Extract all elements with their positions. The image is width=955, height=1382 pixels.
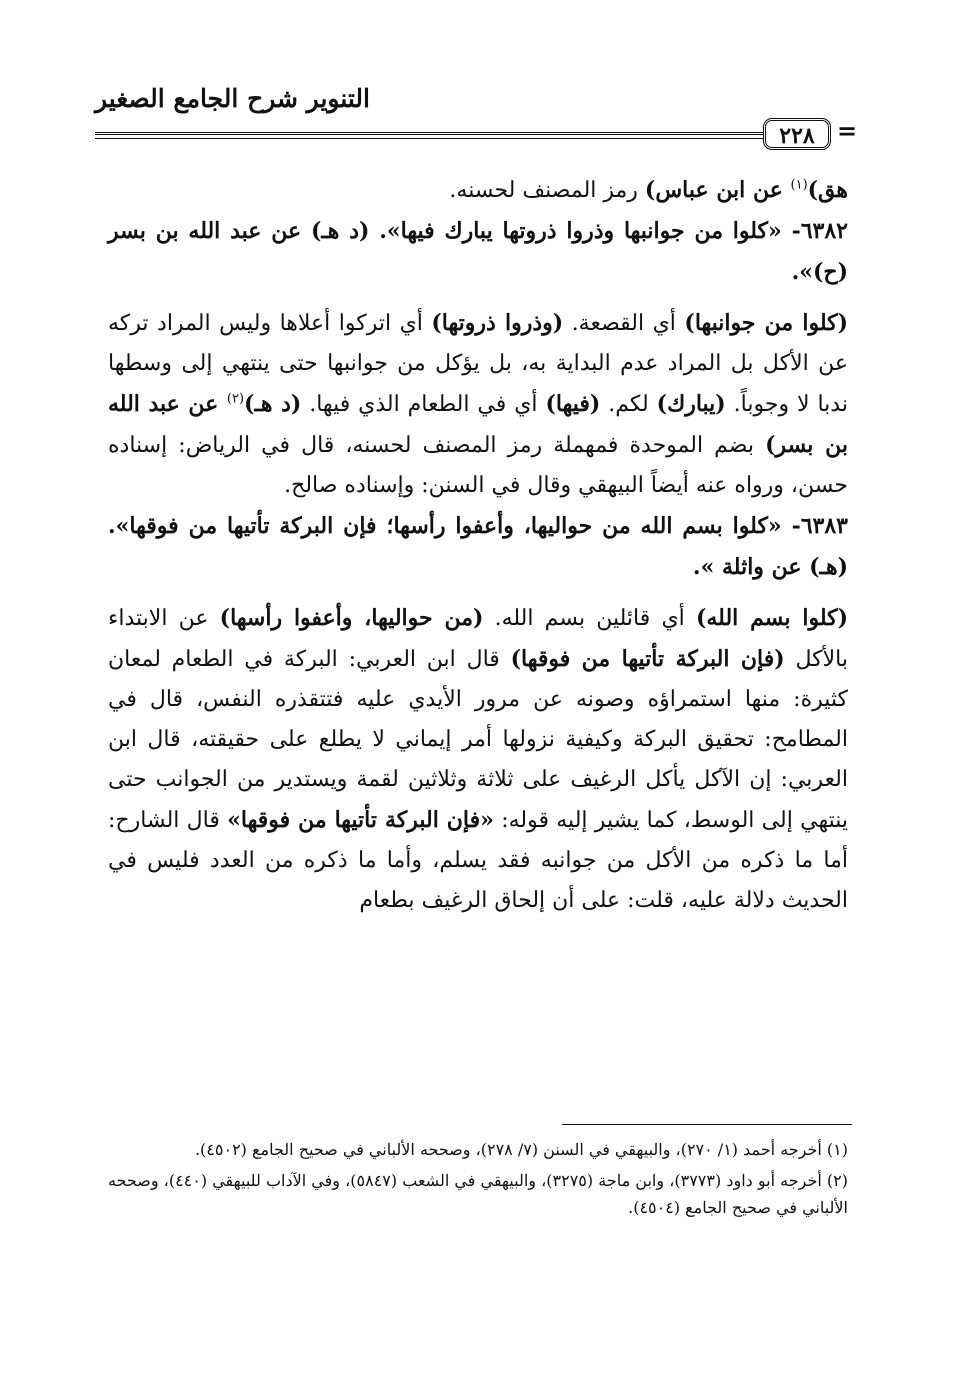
text-plain: قال الشارح: أما ما ذكره من الأكل من جوانبه فقد يسلم، وأما ما ذكره من العدد فليس في الحديث دلالة عليه، قلت: على أن إلحاق الرغيف بطعام — [108, 808, 848, 913]
text-plain: أي قائلين بسم الله. — [483, 606, 696, 631]
footnotes — [108, 1136, 848, 1225]
paragraph-continuation — [108, 170, 848, 211]
text-bold: عن ابن عباس) — [644, 177, 791, 203]
hadith-text: ٦٣٨٣- «كلوا بسم الله من حواليها، وأعفوا رأسها؛ فإن البركة تأتيها من فوقها». (هـ) عن واثلة ». — [108, 513, 848, 580]
footnote-divider — [562, 1124, 852, 1125]
text-plain: رمز المصنف لحسنه. — [449, 178, 645, 203]
equals-mark: = — [837, 116, 858, 145]
text-bold: (كلوا من جوانبها) — [684, 310, 848, 336]
text-bold: (فيها) — [545, 391, 601, 417]
footnote-ref-2: (٢) — [226, 391, 245, 407]
text-bold: (وذروا ذروتها) — [431, 310, 564, 336]
footnote-2: (٢) أخرجه أبو داود (٣٧٧٣)، وابن ماجة (٣٢٧٥)، والبيهقي في الشعب (٥٨٤٧)، وفي الآداب للبيهقي (٤٤٠)، وصححه الألباني في صحيح الجامع (٤٥٠٤). — [108, 1171, 848, 1217]
text-plain: بضم الموحدة فمهملة رمز المصنف لحسنه، قال في الرياض: إسناده حسن، ورواه عنه أيضاً البيهقي وقال في السنن: وإسناده صالح. — [108, 433, 848, 498]
text-plain: لكم. — [600, 392, 657, 417]
text-plain: أي القصعة. — [563, 311, 685, 336]
text-bold: «فإن البركة تأتيها من فوقها» — [227, 807, 494, 833]
text-bold: (يبارك) — [656, 391, 726, 417]
commentary-6382 — [108, 303, 848, 506]
page-number: ٢٢٨ — [763, 118, 831, 150]
text-bold: (فإن البركة تأتيها من فوقها) — [510, 646, 785, 672]
hadith-6382 — [108, 211, 848, 293]
text-bold: (د هـ) — [244, 391, 302, 417]
commentary-6383 — [108, 598, 848, 921]
text-plain: أي اتركوا أعلاها وليس المراد تركه عن الأكل بل المراد عدم البداية به، بل يؤكل من جوانبها حتى ينتهي إلى وسطها ندبا لا وجوباً. — [108, 311, 848, 417]
hadith-6383 — [108, 506, 848, 588]
hadith-text: ٦٣٨٢- «كلوا من جوانبها وذروا ذروتها يبارك فيها». (د هـ) عن عبد الله بن بسر (ح)». — [108, 218, 848, 285]
text-bold: (كلوا بسم الله) — [695, 605, 848, 631]
main-text — [108, 170, 848, 921]
text-bold: (من حواليها، وأعفوا رأسها) — [219, 605, 484, 631]
text-plain: عن الابتداء بالأكل — [108, 606, 848, 672]
header-rule — [95, 132, 775, 139]
book-title: التنوير شرح الجامع الصغير — [95, 84, 370, 113]
text-bold: هق) — [807, 177, 848, 203]
text-bold: عن عبد الله بن بسر) — [108, 391, 849, 458]
page-header — [95, 78, 858, 150]
text-plain: أي في الطعام الذي فيها. — [301, 392, 546, 417]
footnote-ref-1: (١) — [790, 177, 808, 193]
text-plain: قال ابن العربي: البركة في الطعام لمعان كثيرة: منها استمراؤه وصونه عن مرور الأيدي عليه فتتقذره النفس، قال في المطامح: تحقيق البركة وكيفية نزولها أمر إيماني لا يطلع على حقيقته، قال ابن العربي: إن الآكل يأكل الرغيف على ثلاثة وثلاثين لقمة ويستدير من الجوانب حتى ينتهي إلى الوسط، كما يشير إليه قوله: — [108, 647, 848, 833]
footnote-1: (١) أخرجه أحمد (١/ ٢٧٠)، والبيهقي في السنن (٧/ ٢٧٨)، وصححه الألباني في صحيح الجامع (٤٥٠٢). — [194, 1140, 848, 1159]
